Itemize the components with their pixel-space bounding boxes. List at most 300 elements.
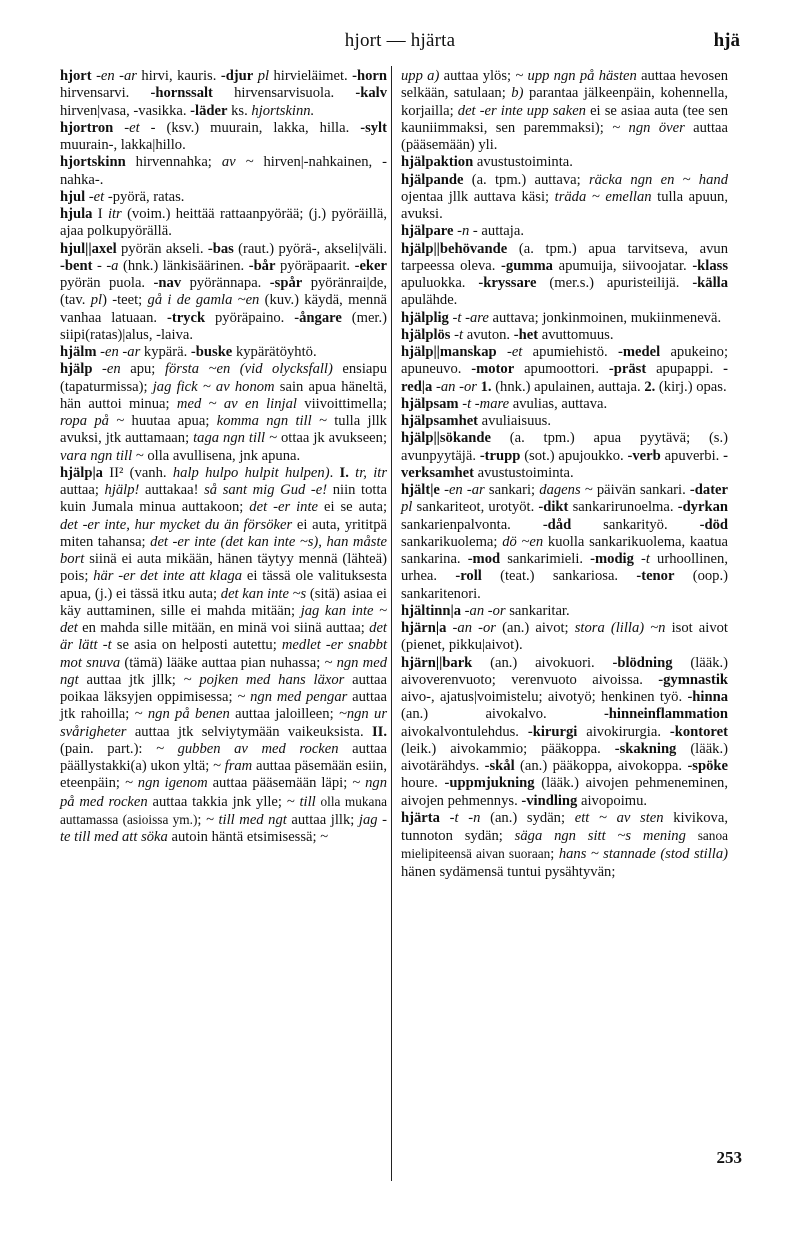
- entry-text: II² (vanh.: [102, 464, 173, 481]
- headword: hjort: [60, 68, 92, 84]
- entry-text: (an.) pääkoppa, aivokoppa.: [514, 758, 688, 774]
- entry-text: hirvensarvisuola.: [212, 85, 356, 102]
- italic-text: b): [511, 85, 524, 102]
- entry-text: apuluokka.: [401, 275, 479, 291]
- entry-text: siinä ei auta mikään, hänen täytyy mennä (lähteä) pois;: [60, 551, 387, 585]
- italic-text: jag fick ~ av honom: [152, 378, 275, 395]
- italic-text: ~ gubben av med rocken: [156, 740, 339, 757]
- dictionary-entry: [401, 241, 728, 310]
- italic-text: ~ ngn över: [612, 119, 685, 136]
- dictionary-entry: [60, 361, 387, 465]
- headword: hjärn|a: [401, 620, 447, 636]
- subentry-word: -död: [699, 516, 728, 533]
- entry-text: (an.) aivokuori.: [472, 654, 613, 671]
- entry-text: pyörän puola.: [60, 275, 154, 291]
- italic-text: här -er det inte att klaga: [93, 568, 243, 585]
- entry-text: ei tässä ole valituksesta apua, (j.) ei tässä itku auta;: [60, 568, 387, 602]
- entry-text: (oop.) sankaritenori.: [401, 568, 728, 602]
- entry-text: - (ksv.) muurain, lakka, hilla.: [139, 119, 361, 136]
- subentry-word: -bas: [207, 240, 234, 257]
- entry-text: huutaa apua;: [124, 413, 217, 429]
- subentry-word: -kryssare: [478, 275, 537, 291]
- entry-text: auttaa ylös;: [439, 68, 516, 84]
- dictionary-entry: [401, 430, 728, 482]
- italic-text: dö ~en: [502, 533, 544, 550]
- subentry-word: -tenor: [636, 568, 675, 585]
- headword: hjortron: [60, 119, 114, 136]
- subentry-word: -skakning: [614, 740, 677, 757]
- small-text: olla mukana auttamassa (asioissa ym.): [60, 793, 388, 827]
- entry-text: (a. tpm.) apua pyytävä; (s.) avunpyytäjä.: [401, 430, 728, 464]
- subentry-word: -gumma: [501, 257, 553, 274]
- entry-text: hirven|-nahkainen, -nahka-.: [60, 154, 387, 188]
- subentry-word: -dyrkan: [677, 499, 728, 516]
- subentry-word: -trupp: [479, 447, 521, 464]
- italic-text: det kan inte ~s: [220, 585, 307, 602]
- italic-text: upp a): [401, 68, 440, 84]
- italic-text: ~ ngn med pengar: [237, 689, 348, 705]
- entry-text: auttaa;: [60, 482, 105, 498]
- italic-text: -en -ar: [96, 68, 137, 84]
- italic-text: ropa på ~: [60, 413, 125, 429]
- subentry-word: -klass: [692, 257, 728, 274]
- entry-text: (an.) aivokalvo.: [401, 706, 604, 723]
- italic-text: tr, itr: [355, 464, 388, 481]
- italic-text: dagens ~: [539, 482, 593, 498]
- entry-text: apumuija, siivoojatar.: [552, 257, 693, 274]
- entry-text: [686, 828, 698, 844]
- italic-text: det -er inte upp saken: [457, 102, 586, 119]
- entry-text: ) -teet;: [102, 292, 148, 309]
- dictionary-entry: [401, 327, 728, 344]
- italic-text: ~ ngn på benen: [134, 706, 230, 723]
- entry-text: auttaa jtk jllk;: [78, 671, 184, 688]
- italic-text: ~ngn ur svårigheter: [60, 706, 388, 740]
- entry-text: - auttaja.: [469, 223, 524, 240]
- italic-text: träda ~ emellan: [554, 188, 652, 205]
- entry-text: (sitä) asiaa ei käy auttaminen, sille ei mahda mitään;: [60, 585, 387, 619]
- italic-text: -t -are: [452, 309, 489, 326]
- entry-text: auttaa päsemään esiin, eteenpäin;: [60, 758, 387, 792]
- dictionary-entry: [401, 154, 728, 171]
- entry-text: auttaa poikaa läksyjen oppimisessa;: [60, 671, 387, 705]
- italic-text: ~ till med ngt: [206, 811, 287, 828]
- italic-text: pl: [90, 292, 103, 309]
- subentry-word: -het: [513, 326, 539, 343]
- italic-text: jag -te till med att söka: [60, 811, 387, 845]
- italic-text: itr: [107, 206, 122, 222]
- headword: hjälm: [60, 344, 97, 360]
- entry-text: avustustoiminta.: [473, 154, 573, 171]
- subentry-word: -spår: [269, 275, 303, 291]
- subentry-word: -buske: [190, 344, 233, 360]
- subentry-word: -kirurgi: [527, 723, 578, 740]
- subentry-word: -dater: [689, 482, 729, 498]
- entry-text: sankaritar.: [505, 602, 570, 619]
- entry-text: sankarirunoelma.: [568, 499, 678, 516]
- entry-text: (lääk.) aivotärähdys.: [401, 740, 728, 774]
- entry-text: auttaa päällystakki(a) ukon yltä;: [60, 740, 387, 774]
- entry-text: kuolla sankarikuolema, kaatua sankarina.: [401, 533, 728, 567]
- subentry-word: -eker: [354, 257, 387, 274]
- italic-text: -et: [88, 188, 105, 205]
- entry-text: hirvi, kauris.: [136, 68, 221, 84]
- entry-text: se asia on helposti autettu;: [111, 637, 282, 654]
- subentry-word: -bår: [248, 257, 276, 274]
- subentry-word: -bent: [60, 257, 93, 274]
- italic-text: -an -or: [464, 602, 506, 619]
- italic-text: räcka ngn en ~ hand: [588, 171, 728, 188]
- dictionary-entry: [401, 396, 728, 413]
- entry-text: pyöräpaarit.: [275, 257, 355, 274]
- entry-text: ensiapu (tapaturmissa);: [60, 361, 387, 395]
- entry-text: -: [92, 257, 107, 274]
- dictionary-entry: [60, 189, 387, 206]
- subentry-word: -mod: [467, 551, 501, 567]
- headword: hjältinn|a: [401, 602, 461, 619]
- italic-text: -en -ar: [100, 344, 141, 360]
- italic-text: ~ fram: [213, 758, 253, 774]
- entry-text: [92, 361, 102, 377]
- headword: hjälpsam: [401, 395, 459, 412]
- subentry-word: -hornssalt: [150, 85, 213, 102]
- headword: hjält|e: [401, 482, 440, 498]
- entry-text: apuverbi.: [660, 447, 724, 464]
- entry-text: apu;: [120, 361, 165, 378]
- entry-text: sankarikuolema;: [401, 533, 503, 550]
- entry-text: (tämä) lääke auttaa pian nuhassa;: [120, 654, 325, 671]
- entry-text: hirvieläimet.: [269, 68, 353, 84]
- italic-text: -en -ar: [444, 482, 485, 498]
- entry-text: auttaa jtk selviytymään vaikeuksista.: [126, 723, 372, 740]
- entry-text: aivokirurgia.: [577, 723, 670, 740]
- italic-text: -et: [124, 119, 140, 136]
- entry-text: auttaa jllk;: [286, 811, 359, 828]
- entry-text: kypärätöyhtö.: [232, 344, 317, 360]
- entry-text: olla avullisena, jnk apuna.: [143, 447, 301, 464]
- entry-text: urhoollinen, urhea.: [401, 551, 728, 585]
- dictionary-entry: [401, 344, 728, 396]
- subentry-word: -modig: [590, 551, 634, 567]
- entry-text: auttakaa!: [139, 482, 205, 498]
- headword: hjälplös: [401, 326, 451, 343]
- subentry-word: -gymnastik: [658, 671, 728, 688]
- headword: hjälpare: [401, 223, 454, 240]
- italic-text: ~ ngn på med rocken: [60, 775, 387, 810]
- entry-text: ottaa jk avukseen;: [277, 430, 387, 447]
- entry-text: sankarityö.: [571, 516, 700, 533]
- headword: hjälplig: [401, 309, 449, 326]
- italic-text: hjortskinn.: [251, 102, 315, 119]
- page-header: [0, 30, 800, 56]
- italic-text: ett ~ av sten: [574, 809, 664, 826]
- subentry-word: -blödning: [612, 654, 673, 671]
- italic-text: -a: [106, 257, 119, 274]
- entry-text: hirvensarvi.: [60, 85, 151, 102]
- entry-text: houre.: [401, 775, 445, 792]
- italic-text: komma ngn till ~: [216, 413, 327, 429]
- entry-text: sankariteot, urotyöt.: [412, 499, 539, 516]
- dictionary-entry: [60, 344, 387, 361]
- entry-text: ks.: [227, 102, 252, 119]
- running-title: hjort — hjärta: [344, 30, 456, 51]
- entry-text: (hnk.) apulainen, auttaja.: [491, 378, 645, 395]
- entry-text: päivän sankari.: [592, 482, 690, 498]
- subentry-word: -djur: [220, 68, 254, 84]
- entry-text: (kirj.) opas.: [655, 378, 727, 395]
- entry-text: (a. tpm.) apua tarvitseva, avun tarpeessa oleva.: [401, 240, 728, 274]
- entry-text: aivokalvontulehdus.: [401, 723, 528, 740]
- entry-text: avuliaisuus.: [478, 413, 551, 429]
- entry-text: apumiehistö.: [522, 344, 618, 360]
- entry-text: autoin häntä etsimisessä; ~: [167, 829, 329, 845]
- entry-text: ei auta, yrititpä miten tahansa;: [60, 516, 387, 550]
- dictionary-entry: [401, 223, 728, 240]
- entry-text: ;: [197, 811, 207, 828]
- entry-text: parantaa jälkeenpäin, kohennella, korjailla;: [401, 85, 728, 119]
- entry-text: auttaa (pääsemään) yli.: [401, 119, 728, 153]
- dictionary-entry: [401, 172, 728, 224]
- dictionary-entry: [401, 655, 728, 810]
- entry-text: (an.) sydän;: [480, 809, 575, 826]
- subentry-word: -uppmjukning: [444, 775, 535, 792]
- entry-text: apulähde.: [401, 292, 458, 309]
- headword: hjul: [60, 188, 86, 205]
- italic-text: gå i de gamla ~en: [147, 292, 260, 309]
- entry-text: (sot.) apujoukko.: [520, 447, 628, 464]
- entry-text: viivoittimella;: [296, 395, 387, 412]
- italic-text: det -er inte: [249, 499, 318, 516]
- entry-text: (mer.s.) apuristeilijä.: [536, 275, 693, 291]
- entry-text: sankari;: [484, 482, 540, 498]
- subentry-word: -medel: [617, 344, 661, 360]
- italic-text: -en: [102, 361, 121, 378]
- entry-text: apupappi.: [646, 361, 724, 378]
- entry-text: pyörän akseli.: [116, 240, 208, 257]
- dictionary-entry: [401, 413, 728, 430]
- entry-text: .: [329, 464, 340, 481]
- italic-text: -an -or: [435, 378, 477, 395]
- entry-text: isot aivot (pienet, pikku|aivot).: [401, 620, 728, 654]
- italic-text: ~ till: [286, 793, 316, 810]
- italic-text: det -er inte (det kan inte ~s), han måste bort: [60, 533, 387, 567]
- subentry-word: -tryck: [166, 309, 206, 326]
- entry-text: apukeino; apuneuvo.: [401, 344, 728, 378]
- italic-text: av ~: [221, 154, 254, 171]
- italic-text: första ~en (vid olycksfall): [164, 361, 333, 378]
- entry-text: hirvennahka;: [125, 154, 222, 171]
- subentry-word: I.: [339, 464, 349, 481]
- italic-text: vara ngn till ~: [60, 447, 144, 464]
- entry-text: (mer.) siipi(ratas)|alus, -laiva.: [60, 309, 387, 343]
- subentry-word: -verksamhet: [401, 447, 728, 481]
- italic-text: ~ ngn med ngt: [60, 654, 387, 688]
- italic-text: det -er inte, hur mycket du än försöker: [60, 516, 293, 533]
- subentry-word: -dåd: [542, 516, 572, 533]
- headword: hjälp||sökande: [401, 430, 491, 447]
- right-column: [401, 68, 728, 881]
- entry-text: sain apua häneltä, hän auttoi minua;: [60, 378, 387, 412]
- italic-text: ~ pojken med hans läxor: [183, 671, 345, 688]
- subentry-word: -läder: [190, 102, 228, 119]
- subentry-word: -vindling: [521, 792, 578, 809]
- italic-text: taga ngn till ~: [193, 430, 277, 447]
- entry-text: ei se asiaa auta (tee sen kauniimmaksi, sen paremmaksi);: [401, 102, 728, 136]
- italic-text: ~ ngn igenom: [124, 775, 208, 792]
- subentry-word: -hinneinflammation: [603, 706, 728, 723]
- entry-text: auttaa jtk rahoilla;: [60, 689, 387, 723]
- headword: hjälpande: [401, 171, 464, 188]
- entry-text: aivopoimu.: [577, 792, 648, 809]
- entry-text: auttaa pääsemään läpi;: [207, 775, 353, 792]
- italic-text: säga ngn sitt ~s mening: [514, 828, 686, 844]
- italic-text: -t: [641, 551, 650, 567]
- entry-text: [497, 344, 507, 360]
- italic-text: pl: [401, 499, 413, 516]
- entry-text: (a. tpm.) auttava;: [463, 171, 589, 188]
- entry-text: kypärä.: [140, 344, 191, 360]
- entry-text: auttaa hevosen selkään, satulaan;: [401, 68, 729, 102]
- catchword: hjä: [713, 30, 740, 51]
- left-column: [60, 68, 387, 846]
- entry-text: (voim.) heittää rattaanpyörää; (j.) pyöräillä, ajaa polkupyörällä.: [60, 206, 387, 240]
- subentry-word: -verb: [627, 447, 661, 464]
- entry-text: ojentaa jllk auttava käsi;: [401, 188, 555, 205]
- headword: hjälp|a: [60, 464, 103, 481]
- italic-text: hjälp!: [104, 482, 140, 498]
- subentry-word: -präst: [608, 361, 647, 378]
- headword: hjula: [60, 206, 93, 222]
- subentry-word: -horn: [352, 68, 387, 84]
- subentry-word: -ångare: [294, 309, 342, 326]
- italic-text: -et: [506, 344, 523, 360]
- italic-text: hans ~ stannade (stod stilla): [558, 846, 729, 863]
- italic-text: medlet -er snabbt mot snuva: [60, 637, 388, 671]
- headword: hjul||axel: [60, 240, 117, 257]
- entry-text: (teat.) sankariosa.: [481, 568, 637, 585]
- headword: hjälp: [60, 361, 93, 378]
- entry-text: (lääk.) aivojen pehmeneminen, aivojen pehmennys.: [401, 775, 729, 809]
- dictionary-entry: [401, 620, 728, 655]
- entry-text: ei se auta;: [318, 499, 387, 516]
- entry-text: apumoottori.: [514, 361, 609, 378]
- dictionary-entry: [401, 603, 728, 620]
- entry-text: -pyörä, ratas.: [104, 188, 185, 205]
- entry-text: hänen sydämensä tuntui pysähtyvän;: [401, 863, 616, 880]
- entry-text: [113, 120, 124, 136]
- entry-text: kivikova, tunnoton sydän;: [401, 809, 728, 844]
- italic-text: stora (lilla) ~n: [574, 620, 666, 636]
- dictionary-entry: [401, 482, 728, 603]
- entry-text: I: [92, 206, 108, 222]
- column-divider: [391, 66, 392, 1181]
- italic-text: pl: [257, 68, 270, 84]
- subentry-word: -skål: [484, 758, 515, 774]
- entry-text: auttava; jonkinmoinen, mukiinmenevä.: [488, 309, 722, 326]
- italic-text: det är lätt -t: [60, 620, 387, 654]
- entry-text: avulias, auttava.: [509, 395, 608, 412]
- entry-text: pyörännapa.: [181, 275, 270, 291]
- subentry-word: 2.: [644, 378, 656, 395]
- headword: hjälpsamhet: [401, 413, 479, 429]
- headword: hjälp||behövande: [401, 240, 508, 257]
- entry-text: hirven|vasa, -vasikka.: [60, 102, 191, 119]
- italic-text: så sant mig Gud -e!: [204, 482, 328, 498]
- entry-text: tulla apuun, avuksi.: [401, 188, 728, 222]
- entry-text: auttaa jaloilleen;: [229, 706, 339, 723]
- subentry-word: 1.: [480, 378, 492, 395]
- entry-text: (pain. part.):: [60, 740, 157, 757]
- italic-text: halp hulpo hulpit hulpen): [172, 464, 330, 481]
- entry-text: [634, 551, 641, 567]
- dictionary-entry: [401, 810, 728, 881]
- headword: hjälp||manskap: [401, 344, 497, 360]
- headword: hjärn||bark: [401, 654, 473, 671]
- dictionary-entry: [60, 154, 387, 189]
- entry-text: (lääk.) aivoverenvuoto; verenvuoto aivoissa.: [401, 654, 729, 688]
- subentry-word: -källa: [692, 275, 728, 291]
- entry-text: tulla jllk avuksi, jtk auttamaan;: [60, 413, 387, 447]
- italic-text: -an -or: [452, 620, 496, 636]
- entry-text: (hnk.) länkisäärinen.: [118, 257, 249, 274]
- entry-text: pyöräpaino.: [205, 309, 295, 326]
- entry-text: muurain-, lakka|hillo.: [60, 137, 186, 153]
- entry-text: (raut.) pyörä-, akseli|väli.: [233, 240, 387, 257]
- entry-text: avuttomuus.: [538, 326, 614, 343]
- subentry-word: -dikt: [538, 499, 569, 516]
- dictionary-entry: [60, 68, 387, 120]
- subentry-word: -motor: [471, 361, 515, 378]
- entry-text: (kuv.) käydä, mennä vanhaa latuaan.: [60, 292, 387, 326]
- entry-text: niin totta kuin Jumala minua auttakoon;: [60, 482, 387, 516]
- italic-text: -t: [454, 326, 464, 343]
- italic-text: med ~ av en linjal: [176, 395, 297, 412]
- entry-text: avustustoiminta.: [473, 464, 574, 481]
- subentry-word: -sylt: [360, 119, 387, 136]
- subentry-word: -red|a: [401, 361, 728, 395]
- italic-text: ~ upp ngn på hästen: [515, 68, 637, 84]
- dictionary-entry: [60, 206, 387, 241]
- entry-text: pyöränrai|de, (tav.: [60, 275, 387, 309]
- entry-text: aivo-, ajatus|voimistelu; aivotyö; henkinen työ.: [401, 689, 688, 705]
- dictionary-entry: [401, 310, 728, 327]
- subentry-word: -hinna: [687, 689, 728, 705]
- dictionary-entry: [60, 241, 387, 345]
- subentry-word: -spöke: [687, 758, 728, 774]
- dictionary-entry: [60, 120, 387, 155]
- entry-text: avuton.: [463, 326, 514, 343]
- entry-text: ;: [550, 846, 559, 863]
- subentry-word: II.: [371, 723, 387, 740]
- subentry-word: -kalv: [355, 85, 387, 102]
- italic-text: -t -mare: [462, 395, 510, 412]
- entry-text: [440, 810, 450, 826]
- dictionary-entry: [60, 465, 387, 847]
- page-number: 253: [716, 1148, 742, 1167]
- entry-text: (leik.) aivokammio; pääkoppa.: [401, 740, 615, 757]
- small-text: sanoa mielipiteensä aivan suoraan: [401, 828, 728, 862]
- subentry-word: -roll: [455, 568, 482, 585]
- subentry-word: -kontoret: [669, 723, 728, 740]
- entry-text: auttaa takkia jnk ylle;: [147, 793, 287, 810]
- dictionary-entry: [401, 68, 728, 154]
- headword: hjälpaktion: [401, 154, 474, 171]
- entry-text: sankarimieli.: [500, 551, 591, 567]
- entry-text: sankarienpalvonta.: [401, 516, 543, 533]
- subentry-word: -nav: [153, 275, 182, 291]
- italic-text: -t -n: [449, 809, 481, 826]
- entry-text: en mahda sille mitään, en minä voi siinä auttaa;: [77, 620, 370, 636]
